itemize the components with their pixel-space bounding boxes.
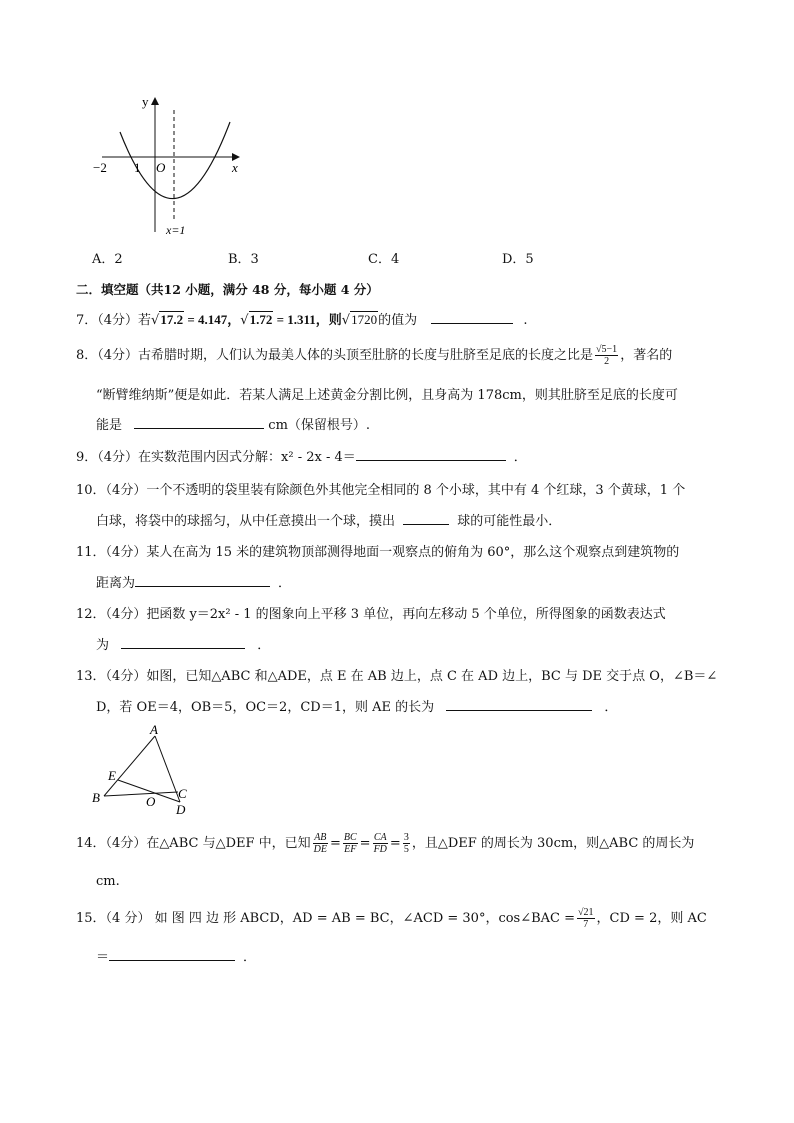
option-d: D．5 [502, 252, 534, 267]
triangle-figure [88, 722, 198, 818]
frac-bottom: 5 [403, 844, 409, 855]
frac-top: BC [343, 832, 357, 843]
q7-suffix: 的值为 [378, 313, 418, 328]
q9-end: ． [513, 450, 527, 465]
section-title: 二．填空题（共12 小题，满分 48 分，每小题 4 分） [76, 282, 379, 297]
option-c: C．4 [368, 252, 400, 267]
ratio-bc-ef [343, 832, 358, 855]
option-b: B．3 [228, 252, 259, 267]
q7-radicand-3: 1720 [351, 312, 378, 327]
frac-top: √21 [578, 907, 594, 918]
question-12-line-1: 12．（4分）把函数 y＝2x² - 1 的图象向上平移 3 单位，再向左移动 5 个单位，所得图象的函数表达式 [76, 607, 666, 622]
point-o: O [146, 794, 156, 809]
q8-text-1: 8．（4分）古希腊时期，人们认为最美人体的头顶至肚脐的长度与肚脐至足底的长度之比是 [76, 348, 594, 363]
y-axis-arrow [151, 97, 159, 105]
q12-text-1: 为 [96, 638, 110, 653]
question-8-line-3 [96, 414, 370, 433]
q14-text-1: 14．（4分）在△ABC 与△DEF 中，已知 [76, 836, 311, 851]
q11-answer-blank[interactable] [135, 574, 270, 587]
golden-ratio-fraction [595, 344, 618, 367]
x-axis-label: x [232, 160, 238, 175]
q11-text-1: 距离为 [96, 576, 136, 591]
frac-top: AB [314, 832, 327, 843]
q13-answer-blank[interactable] [446, 698, 592, 711]
vertex-e: E [108, 768, 116, 783]
q7-radicand-2: 1.72 [249, 312, 273, 327]
q13-end: ． [604, 700, 618, 715]
q14-text-2: ，且△DEF 的周长为 30cm，则△ABC 的周长为 [411, 836, 695, 851]
vertex-d: D [176, 802, 186, 817]
question-10-line-2 [96, 510, 561, 529]
q15-answer-blank[interactable] [109, 948, 235, 961]
q8-frac-bottom: 2 [604, 356, 610, 367]
sqrt-sign: √ [151, 313, 160, 328]
vertex-b: B [92, 790, 100, 805]
question-13-line-2 [96, 696, 617, 715]
frac-bottom: DE [313, 844, 327, 855]
sqrt-sign: √ [341, 313, 351, 328]
ratio-3-5 [403, 832, 410, 855]
question-11-line-2 [96, 572, 291, 591]
q7-prefix: 7．（4分）若 [76, 313, 152, 328]
ratio-ab-de [313, 832, 328, 855]
q8-answer-blank[interactable] [134, 416, 264, 429]
q7-radicand-1: 17.2 [160, 312, 184, 327]
cos-fraction [577, 907, 595, 930]
question-13-line-1: 13．（4分）如图，已知△ABC 和△ADE，点 E 在 AB 边上，点 C 在 AD 边上，BC 与 DE 交于点 O，∠B＝∠ [76, 669, 718, 684]
q15-text-2: ，CD = 2，则 AC [596, 911, 707, 926]
q15-text-1: 15．（4 分） 如 图 四 边 形 ABCD，AD = AB = BC，∠ACD = 30°，cos∠BAC = [76, 911, 576, 926]
q13-text-1: D，若 OE＝4，OB＝5，OC＝2，CD＝1，则 AE 的长为 [96, 700, 435, 715]
q10-answer-blank[interactable] [403, 512, 449, 525]
q12-end: ． [257, 638, 271, 653]
equals: = [359, 836, 371, 851]
equals: = [389, 836, 401, 851]
q9-text: 9．（4分）在实数范围内因式分解：x² - 2x - 4＝ [76, 450, 356, 465]
question-15-line-1 [76, 907, 707, 930]
question-9 [76, 446, 527, 465]
equals: = [329, 836, 341, 851]
tick-neg2: −2 [93, 160, 107, 175]
question-7: 7．（4分）若√17.2 = 4.147，√1.72 = 1.311，则√1720的值为 . [76, 312, 528, 328]
option-a: A．2 [92, 252, 123, 267]
frac-bottom: EF [344, 844, 357, 855]
frac-top: CA [373, 832, 387, 843]
q9-answer-blank[interactable] [356, 448, 506, 461]
q12-answer-blank[interactable] [121, 636, 245, 649]
vertex-c: C [178, 786, 187, 801]
q7-answer-blank[interactable] [431, 311, 513, 324]
segment-bc [104, 792, 178, 796]
tick-neg1: 1 [134, 160, 141, 175]
q8-text-2: ，著名的 [620, 348, 673, 363]
question-12-line-2 [96, 634, 270, 653]
symmetry-axis-label: x=1 [166, 223, 186, 237]
origin-label: O [156, 160, 166, 175]
q10-text-2: 球的可能性最小． [457, 514, 562, 529]
q8-frac-top: √5−1 [596, 344, 618, 355]
q10-text-1: 白球，将袋中的球摇匀，从中任意摸出一个球，摸出 [96, 514, 396, 529]
question-8-line-2: “断臂维纳斯”便是如此．若某人满足上述黄金分割比例，且身高为 178cm，则其肚脐至足底的长度可 [96, 388, 678, 403]
question-14-line-1 [76, 832, 694, 855]
question-14-line-2: cm. [96, 874, 120, 889]
frac-top: 3 [403, 832, 409, 843]
segment-ab [104, 736, 155, 796]
q8-text-4: cm（保留根号）. [268, 418, 371, 433]
question-8-line-1 [76, 344, 672, 367]
sqrt-sign: √ [240, 313, 249, 328]
question-11-line-1: 11．（4分）某人在高为 15 米的建筑物顶部测得地面一观察点的俯角为 60°，那么这个观察点到建筑物的 [76, 545, 680, 560]
vertex-a: A [150, 722, 158, 737]
parabola-graph [90, 92, 250, 240]
question-15-line-2 [96, 946, 256, 965]
q15-equals: ＝ [96, 950, 110, 965]
q8-text-3: 能是 [96, 418, 123, 433]
ratio-ca-fd [373, 832, 388, 855]
q7-value-1: = 4.147， [184, 312, 241, 327]
q7-value-2: = 1.311，则 [273, 312, 342, 327]
q11-end: ． [278, 576, 292, 591]
frac-bottom: 7 [583, 919, 589, 930]
q15-end: ． [243, 950, 257, 965]
y-axis-label: y [142, 94, 149, 109]
question-10-line-1: 10．（4分）一个不透明的袋里装有除颜色外其他完全相同的 8 个小球，其中有 4 个红球，3 个黄球，1 个 [76, 483, 686, 498]
frac-bottom: FD [373, 844, 387, 855]
